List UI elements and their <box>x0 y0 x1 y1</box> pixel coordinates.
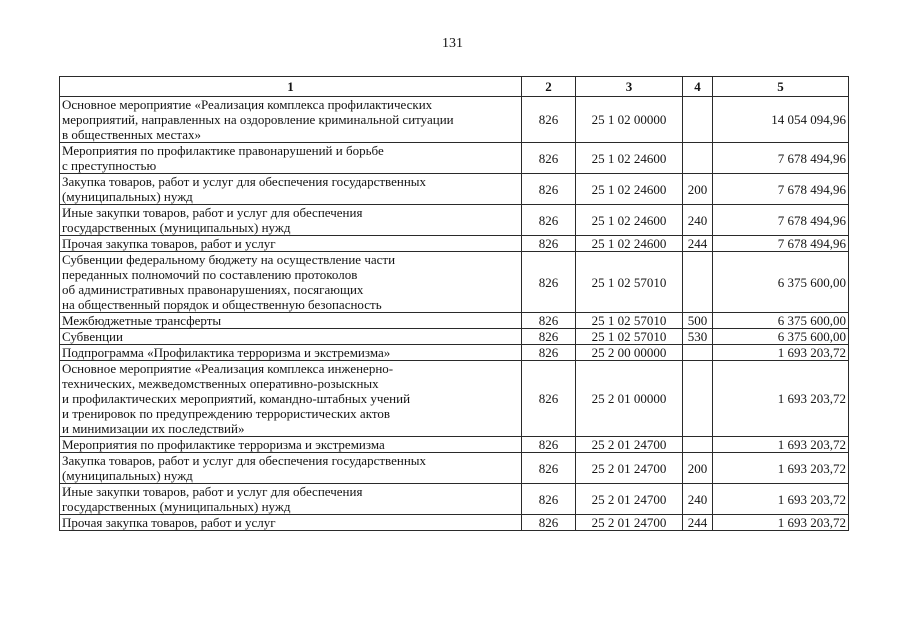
row-vr-cell: 244 <box>683 236 713 252</box>
row-csr-cell: 25 1 02 24600 <box>576 236 683 252</box>
row-vr-cell: 500 <box>683 313 713 329</box>
row-grbs-cell: 826 <box>522 453 576 484</box>
row-name-line: Прочая закупка товаров, работ и услуг <box>62 236 276 251</box>
row-name-line: Иные закупки товаров, работ и услуг для обеспечения <box>62 484 363 499</box>
row-csr-cell: 25 1 02 24600 <box>576 174 683 205</box>
table-header-row <box>60 77 849 97</box>
table-body <box>60 97 849 531</box>
row-name-line: переданных полномочий по составлению протоколов <box>62 267 358 282</box>
row-name-line: мероприятий, направленных на оздоровление криминальной ситуации <box>62 112 454 127</box>
table-row <box>60 437 849 453</box>
row-name-line: об административных правонарушениях, посягающих <box>62 282 364 297</box>
row-vr-cell <box>683 97 713 143</box>
row-sum-cell: 1 693 203,72 <box>713 515 849 531</box>
budget-table <box>59 76 849 531</box>
table-row <box>60 453 849 484</box>
row-csr-cell: 25 1 02 57010 <box>576 329 683 345</box>
row-name-line: (муниципальных) нужд <box>62 189 193 204</box>
row-grbs-cell: 826 <box>522 236 576 252</box>
table-row <box>60 515 849 531</box>
row-csr-cell: 25 1 02 57010 <box>576 313 683 329</box>
table-row <box>60 97 849 143</box>
row-vr-cell <box>683 361 713 437</box>
row-csr-cell: 25 2 01 24700 <box>576 437 683 453</box>
row-name-cell <box>60 345 522 361</box>
row-csr-cell: 25 1 02 00000 <box>576 97 683 143</box>
row-sum-cell: 1 693 203,72 <box>713 484 849 515</box>
row-name-cell <box>60 329 522 345</box>
table-row <box>60 236 849 252</box>
row-name-line: Основное мероприятие «Реализация комплекса профилактических <box>62 97 433 112</box>
column-header-1: 1 <box>60 77 522 97</box>
row-name-line: Подпрограмма «Профилактика терроризма и экстремизма» <box>62 345 391 360</box>
row-name-cell <box>60 252 522 313</box>
row-name-cell <box>60 484 522 515</box>
row-sum-cell: 6 375 600,00 <box>713 313 849 329</box>
row-sum-cell: 7 678 494,96 <box>713 205 849 236</box>
row-name-cell <box>60 143 522 174</box>
row-vr-cell <box>683 252 713 313</box>
row-sum-cell: 7 678 494,96 <box>713 174 849 205</box>
row-csr-cell: 25 2 01 24700 <box>576 484 683 515</box>
row-name-line: государственных (муниципальных) нужд <box>62 220 291 235</box>
row-name-line: Мероприятия по профилактике правонарушений и борьбе <box>62 143 384 158</box>
row-sum-cell: 1 693 203,72 <box>713 437 849 453</box>
row-name-cell <box>60 437 522 453</box>
row-vr-cell: 200 <box>683 174 713 205</box>
row-name-line: (муниципальных) нужд <box>62 468 193 483</box>
row-name-line: Прочая закупка товаров, работ и услуг <box>62 515 276 530</box>
row-name-line: и профилактических мероприятий, командно-штабных учений <box>62 391 411 406</box>
row-grbs-cell: 826 <box>522 515 576 531</box>
row-sum-cell: 6 375 600,00 <box>713 252 849 313</box>
table-row <box>60 345 849 361</box>
row-name-line: на общественный порядок и общественную безопасность <box>62 297 382 312</box>
row-csr-cell: 25 2 00 00000 <box>576 345 683 361</box>
row-csr-cell: 25 1 02 24600 <box>576 143 683 174</box>
row-vr-cell: 200 <box>683 453 713 484</box>
row-grbs-cell: 826 <box>522 345 576 361</box>
row-name-line: Закупка товаров, работ и услуг для обеспечения государственных <box>62 174 427 189</box>
row-name-line: Основное мероприятие «Реализация комплекса инженерно- <box>62 361 394 376</box>
row-csr-cell: 25 1 02 24600 <box>576 205 683 236</box>
row-grbs-cell: 826 <box>522 205 576 236</box>
row-name-line: Иные закупки товаров, работ и услуг для обеспечения <box>62 205 363 220</box>
table-row <box>60 313 849 329</box>
row-name-line: и минимизации их последствий» <box>62 421 245 436</box>
row-name-cell <box>60 453 522 484</box>
row-grbs-cell: 826 <box>522 143 576 174</box>
page-number: 131 <box>442 36 463 51</box>
row-vr-cell: 240 <box>683 484 713 515</box>
row-name-cell <box>60 205 522 236</box>
row-name-cell <box>60 236 522 252</box>
row-vr-cell <box>683 437 713 453</box>
row-name-cell <box>60 97 522 143</box>
row-name-line: государственных (муниципальных) нужд <box>62 499 291 514</box>
row-grbs-cell: 826 <box>522 329 576 345</box>
row-sum-cell: 7 678 494,96 <box>713 143 849 174</box>
row-sum-cell: 7 678 494,96 <box>713 236 849 252</box>
row-name-cell <box>60 515 522 531</box>
table-row <box>60 329 849 345</box>
row-sum-cell: 6 375 600,00 <box>713 329 849 345</box>
row-grbs-cell: 826 <box>522 484 576 515</box>
row-grbs-cell: 826 <box>522 361 576 437</box>
row-name-line: Мероприятия по профилактике терроризма и экстремизма <box>62 437 385 452</box>
row-name-line: Межбюджетные трансферты <box>62 313 222 328</box>
table-row <box>60 484 849 515</box>
row-name-line: технических, межведомственных оперативно-розыскных <box>62 376 379 391</box>
row-name-line: Закупка товаров, работ и услуг для обеспечения государственных <box>62 453 427 468</box>
row-csr-cell: 25 2 01 24700 <box>576 515 683 531</box>
row-vr-cell: 244 <box>683 515 713 531</box>
row-csr-cell: 25 1 02 57010 <box>576 252 683 313</box>
column-header-5: 5 <box>713 77 849 97</box>
row-name-cell <box>60 361 522 437</box>
row-name-line: Субвенции <box>62 329 123 344</box>
row-sum-cell: 1 693 203,72 <box>713 361 849 437</box>
column-header-3: 3 <box>576 77 683 97</box>
row-vr-cell: 240 <box>683 205 713 236</box>
table-row <box>60 205 849 236</box>
row-name-cell <box>60 174 522 205</box>
row-sum-cell: 14 054 094,96 <box>713 97 849 143</box>
row-vr-cell: 530 <box>683 329 713 345</box>
row-vr-cell <box>683 345 713 361</box>
row-name-line: Субвенции федеральному бюджету на осуществление части <box>62 252 396 267</box>
row-vr-cell <box>683 143 713 174</box>
row-grbs-cell: 826 <box>522 174 576 205</box>
row-name-line: в общественных местах» <box>62 127 201 142</box>
table-row <box>60 252 849 313</box>
row-grbs-cell: 826 <box>522 252 576 313</box>
column-header-4: 4 <box>683 77 713 97</box>
table-row <box>60 143 849 174</box>
row-name-cell <box>60 313 522 329</box>
row-csr-cell: 25 2 01 00000 <box>576 361 683 437</box>
row-grbs-cell: 826 <box>522 313 576 329</box>
row-sum-cell: 1 693 203,72 <box>713 345 849 361</box>
row-name-line: и тренировок по предупреждению террористических актов <box>62 406 390 421</box>
row-csr-cell: 25 2 01 24700 <box>576 453 683 484</box>
row-grbs-cell: 826 <box>522 437 576 453</box>
row-grbs-cell: 826 <box>522 97 576 143</box>
row-name-line: с преступностью <box>62 158 157 173</box>
row-sum-cell: 1 693 203,72 <box>713 453 849 484</box>
table-row <box>60 174 849 205</box>
table-row <box>60 361 849 437</box>
column-header-2: 2 <box>522 77 576 97</box>
